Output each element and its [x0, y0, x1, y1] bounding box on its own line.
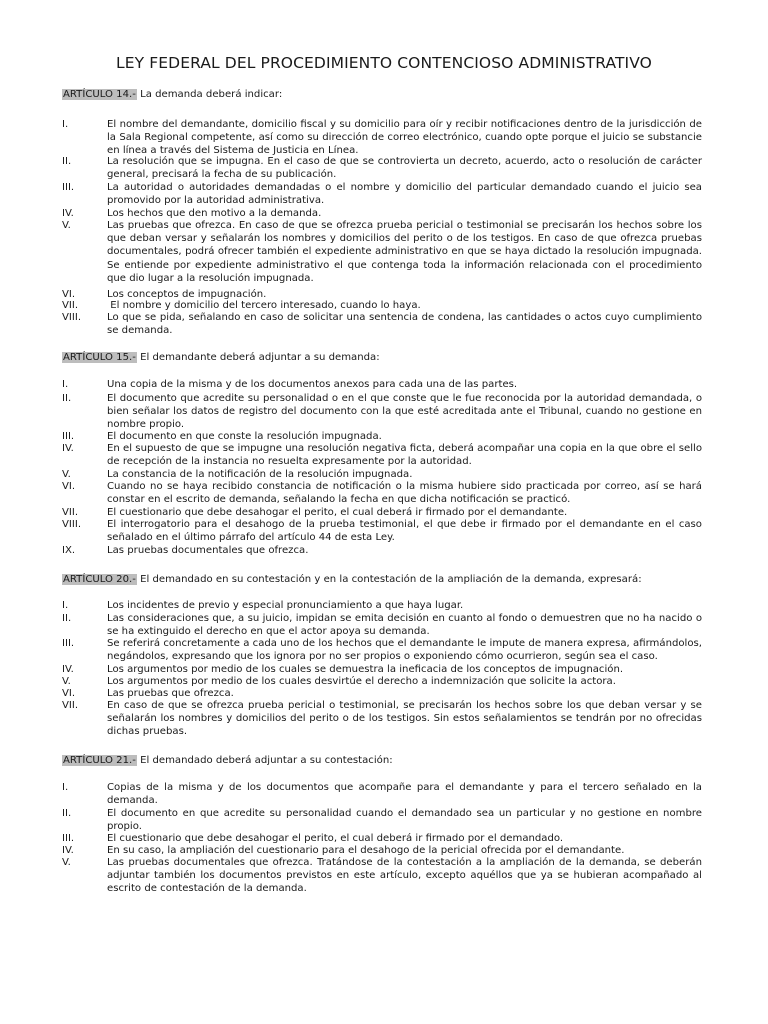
item-text: Las pruebas documentales que ofrezca. Tratándose de la contestación a la ampliación de la demanda, se deberán adjuntar también los documentos previstos en este artículo, excepto aquéllos que ya se hubieran acompañado al escrito de contestación de la demanda. [107, 857, 706, 895]
item-number: I. [62, 782, 69, 793]
item-number: VII. [62, 507, 79, 518]
item-text: Los argumentos por medio de los cuales desvirtúe el derecho a indemnización que solicite la actora. [107, 676, 616, 687]
item-number: IV. [62, 443, 74, 454]
item-text: La resolución que se impugna. En el caso de que se controvierta un decreto, acuerdo, acto o resolución de carácter general, precisará la fecha de su publicación. [107, 156, 706, 181]
list-item [62, 856, 707, 896]
item-number: V. [62, 676, 71, 687]
article-heading [62, 351, 712, 364]
item-number: III. [62, 638, 75, 649]
item-text: Las pruebas que ofrezca. En caso de que se ofrezca prueba pericial o testimonial se precisarán los hechos sobre los que deban versar y señalarán los nombres y domicilios del perito o de los testigos. En caso de que ofrezca pruebas documentales, podrá ofrecer también el expediente administrativo en que se haya dictado la resolución impugnada. Se entiende por expediente administrativo el que contenga toda la información relacionada con el procedimiento que dio lugar a la resolución impugnada. [107, 220, 706, 284]
item-text: Una copia de la misma y de los documentos anexos para cada una de las partes. [107, 379, 518, 390]
item-text: El cuestionario que debe desahogar el perito, el cual deberá ir firmado por el demandado. [107, 833, 564, 844]
item-text: En caso de que se ofrezca prueba pericial o testimonial, se precisarán los hechos sobre los que deban versar y se señalarán los nombres y domicilios del perito o de los testigos. Sin estos señalamientos se tendrán por no ofrecidas dichas pruebas. [107, 700, 706, 738]
item-text: Los conceptos de impugnación. [107, 289, 267, 300]
article-label: ARTÍCULO 15.- [63, 352, 136, 363]
item-number: III. [62, 431, 75, 442]
item-text: El documento en que acredite su personalidad cuando el demandado sea un particular y no gestione en nombre propio. [107, 808, 706, 833]
list-item [62, 518, 707, 544]
item-number: V. [62, 857, 71, 868]
item-number: VI. [62, 289, 76, 300]
item-number: IV. [62, 664, 74, 675]
item-text: Las pruebas documentales que ofrezca. [107, 545, 309, 556]
item-text: Los argumentos por medio de los cuales se demuestra la ineficacia de los conceptos de impugnación. [107, 664, 624, 675]
item-number: I. [62, 600, 69, 611]
item-text: El documento que acredite su personalidad o en el que conste que le fue reconocida por la autoridad demandada, o bien señalar los datos de registro del documento con la que esté acreditada ante el Tribunal, cuando no gestione en nombre propio. [107, 393, 706, 431]
item-number: II. [62, 393, 72, 404]
list-item [62, 781, 707, 807]
list-item [62, 118, 707, 158]
article-intro: El demandado en su contestación y en la contestación de la ampliación de la demanda, expresará: [136, 574, 642, 585]
article-heading [62, 88, 712, 101]
item-number: II. [62, 156, 72, 167]
item-text: La autoridad o autoridades demandadas o el nombre y domicilio del particular demandado cuando el juicio sea promovido por la autoridad administrativa. [107, 182, 706, 207]
item-number: IX. [62, 545, 76, 556]
list-item [62, 378, 707, 391]
list-item [62, 181, 707, 207]
item-number: VIII. [62, 312, 82, 323]
item-text: En su caso, la ampliación del cuestionario para el desahogo de la pericial ofrecida por el demandante. [107, 845, 625, 856]
item-number: I. [62, 119, 69, 130]
list-item [62, 219, 707, 285]
item-number: VI. [62, 688, 76, 699]
item-text: El interrogatorio para el desahogo de la prueba testimonial, el que debe ir firmado por el demandante en el caso señalado en el último párrafo del artículo 44 de esta Ley. [107, 519, 706, 544]
article-intro: La demanda deberá indicar: [136, 89, 283, 100]
item-text: Lo que se pida, señalando en caso de solicitar una sentencia de condena, las cantidades o actos cuyo cumplimiento se demanda. [107, 312, 706, 337]
list-item [62, 544, 707, 557]
article-label: ARTÍCULO 14.- [63, 89, 136, 100]
item-text: En el supuesto de que se impugne una resolución negativa ficta, deberá acompañar una copia en la que obre el sello de recepción de la instancia no resuelta expresamente por la autoridad. [107, 443, 706, 468]
item-number: II. [62, 613, 72, 624]
article-heading [62, 754, 712, 767]
list-item [62, 442, 707, 468]
list-item [62, 480, 707, 506]
item-text: Las pruebas que ofrezca. [107, 688, 234, 699]
item-text: El cuestionario que debe desahogar el perito, el cual deberá ir firmado por el demandante. [107, 507, 568, 518]
item-number: III. [62, 182, 75, 193]
item-number: II. [62, 808, 72, 819]
item-number: V. [62, 469, 71, 480]
item-text: El nombre del demandante, domicilio fiscal y su domicilio para oír y recibir notificaciones dentro de la jurisdicción de la Sala Regional competente, así como su dirección de correo electrónico, cuando opte porque el juicio se substancie en línea a través del Sistema de Justicia en Línea. [107, 119, 706, 157]
item-text: Los incidentes de previo y especial pronunciamiento a que haya lugar. [107, 600, 464, 611]
item-number: VII. [62, 700, 79, 711]
item-text: Cuando no se haya recibido constancia de notificación o la misma hubiere sido practicada por correo, así se hará constar en el escrito de demanda, señalando la fecha en que dicha notificación se practicó. [107, 481, 706, 506]
item-number: VIII. [62, 519, 82, 530]
item-text: Los hechos que den motivo a la demanda. [107, 208, 322, 219]
item-number: III. [62, 833, 75, 844]
item-number: IV. [62, 845, 74, 856]
item-text: El documento en que conste la resolución impugnada. [107, 431, 382, 442]
article-label: ARTÍCULO 20.- [63, 574, 136, 585]
list-item [62, 807, 707, 833]
article-label: ARTÍCULO 21.- [63, 755, 136, 766]
article-intro: El demandado deberá adjuntar a su contestación: [136, 755, 393, 766]
list-item [62, 311, 707, 337]
item-number: VII. [62, 300, 79, 311]
item-number: VI. [62, 481, 76, 492]
item-text: La constancia de la notificación de la resolución impugnada. [107, 469, 413, 480]
item-text: Las consideraciones que, a su juicio, impidan se emita decisión en cuanto al fondo o demuestren que no ha nacido o se ha extinguido el derecho en que el actor apoya su demanda. [107, 613, 706, 638]
list-item [62, 699, 707, 739]
list-item [62, 612, 707, 638]
item-text: Copias de la misma y de los documentos que acompañe para el demandante y para el tercero señalado en la demanda. [107, 782, 706, 807]
item-number: V. [62, 220, 71, 231]
item-text: Se referirá concretamente a cada uno de los hechos que el demandante le impute de manera expresa, afirmándolos, negándolos, expresando que los ignora por no ser propios o exponiendo cómo ocurrieron, según sea el caso. [107, 638, 706, 663]
item-number: IV. [62, 208, 74, 219]
document-title: LEY FEDERAL DEL PROCEDIMIENTO CONTENCIOSO ADMINISTRATIVO [116, 54, 652, 72]
item-number: I. [62, 379, 69, 390]
article-intro: El demandante deberá adjuntar a su demanda: [136, 352, 380, 363]
item-text: El nombre y domicilio del tercero interesado, cuando lo haya. [107, 300, 421, 311]
list-item [62, 155, 707, 181]
list-item [62, 392, 707, 432]
article-heading [62, 573, 712, 586]
list-item [62, 637, 707, 663]
list-item [62, 599, 707, 612]
